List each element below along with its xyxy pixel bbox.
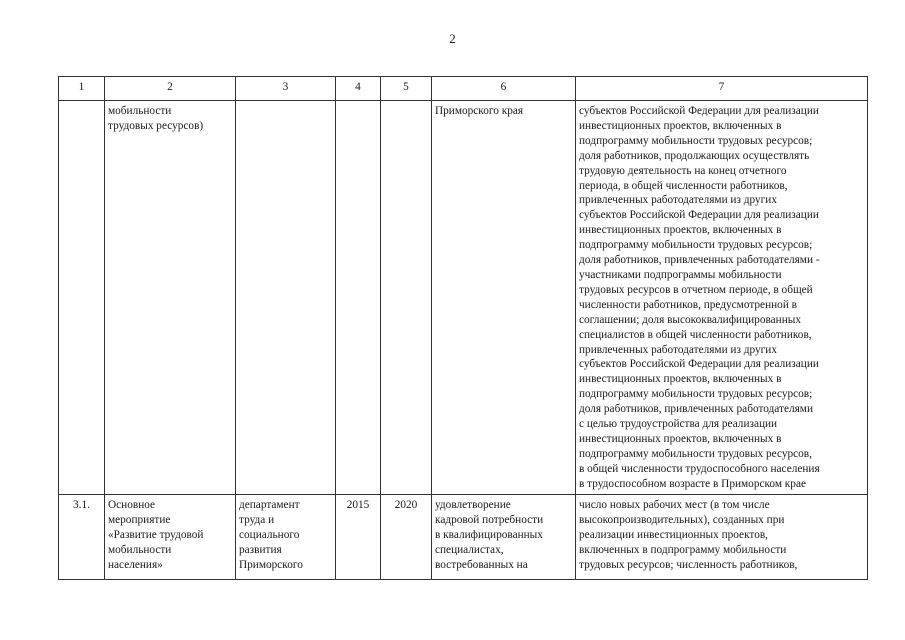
cell-expected-result: Приморского края <box>432 101 576 495</box>
cell-start-year <box>336 101 381 495</box>
header-cell-4: 4 <box>336 77 381 101</box>
cell-end-year: 2020 <box>381 495 432 580</box>
table-row-3-1 <box>59 495 868 580</box>
header-cell-7: 7 <box>576 77 868 101</box>
page-number: 2 <box>449 31 456 46</box>
table-header-row <box>59 77 868 101</box>
cell-indicators: субъектов Российской Федерации для реализации инвестиционных проектов, включенных в подпрограмму мобильности трудовых ресурсов; доля работников, продолжающих осуществлять трудовую деятельность на конец отчетного периода, в общей численности работников, привлеченных работодателями из других субъектов Российской Федерации для реализации инвестиционных проектов, включенных в подпрограмму мобильности трудовых ресурсов; доля работников, привлеченных работодателями - участниками подпрограммы мобильности трудовых ресурсов в отчетном периоде, в общей численности работников, предусмотренной в соглашении; доля высококвалифицированных специалистов в общей численности работников, привлеченных работодателями из других субъектов Российской Федерации для реализации инвестиционных проектов, включенных в подпрограмму мобильности трудовых ресурсов; доля работников, привлеченных работодателями с целью трудоустройства для реализации инвестиционных проектов, включенных в подпрограмму мобильности трудовых ресурсов, в общей численности трудоспособного населения в трудоспособном возрасте в Приморском крае <box>576 101 868 495</box>
cell-end-year <box>381 101 432 495</box>
cell-number: 3.1. <box>59 495 105 580</box>
header-cell-1: 1 <box>59 77 105 101</box>
header-cell-3: 3 <box>236 77 336 101</box>
cell-indicators: число новых рабочих мест (в том числе высокопроизводительных), созданных при реализации инвестиционных проектов, включенных в подпрограмму мобильности трудовых ресурсов; численность работников, <box>576 495 868 580</box>
header-cell-5: 5 <box>381 77 432 101</box>
cell-measure-name: мобильности трудовых ресурсов) <box>105 101 236 495</box>
header-cell-6: 6 <box>432 77 576 101</box>
cell-number <box>59 101 105 495</box>
cell-measure-name: Основное мероприятие «Развитие трудовой мобильности населения» <box>105 495 236 580</box>
cell-executor: департамент труда и социального развития Приморского <box>236 495 336 580</box>
program-table <box>58 76 868 580</box>
cell-expected-result: удовлетворение кадровой потребности в квалифицированных специалистах, востребованных на <box>432 495 576 580</box>
header-cell-2: 2 <box>105 77 236 101</box>
table-row-continuation <box>59 101 868 495</box>
cell-start-year: 2015 <box>336 495 381 580</box>
cell-executor <box>236 101 336 495</box>
